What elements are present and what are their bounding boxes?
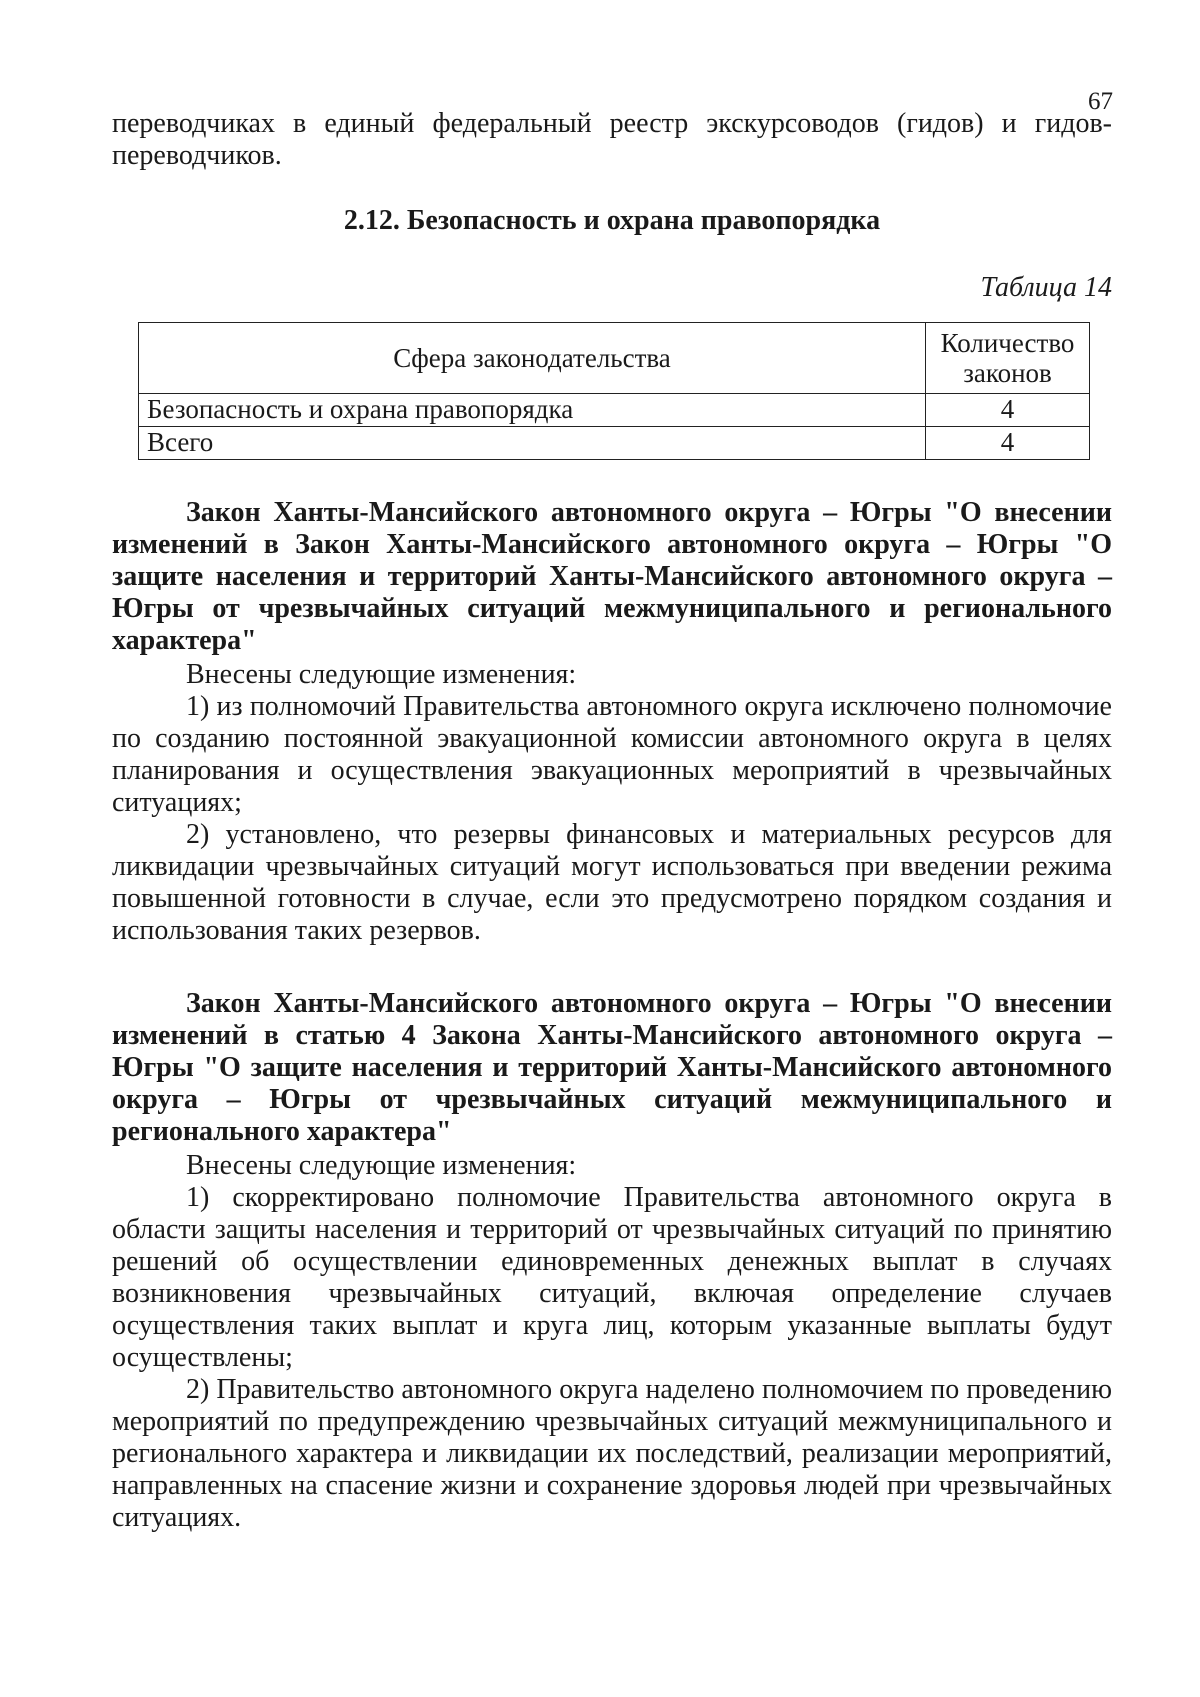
page-number: 67	[1088, 88, 1113, 115]
section-heading: 2.12. Безопасность и охрана правопорядка	[343, 205, 881, 236]
table-header-row	[139, 323, 1090, 394]
table-row	[139, 394, 1090, 427]
law-item: 1) скорректировано полномочие Правительства автономного округа в области защиты населения и территорий от чрезвычайных ситуаций по принятию решений об осуществлении единовременных денежных выплат в случаях возникновения чрезвычайных ситуаций, включая определение случаев осуществления таких выплат и круга лиц, которым указанные выплаты будут осуществлены;	[112, 1182, 1112, 1373]
cell-count: 4	[926, 394, 1090, 427]
header-sphere: Сфера законодательства	[139, 323, 926, 394]
law-item: 2) установлено, что резервы финансовых и материальных ресурсов для ликвидации чрезвычайных ситуаций могут использоваться при введении режима повышенной готовности в случае, если это предусмотрено порядком создания и использования таких резервов.	[112, 819, 1112, 946]
law-intro: Внесены следующие изменения:	[186, 1150, 577, 1181]
law-item: 2) Правительство автономного округа наделено полномочием по проведению мероприятий по предупреждению чрезвычайных ситуаций межмуниципального и регионального характера и ликвидации их последствий, реализации мероприятий, направленных на спасение жизни и сохранение здоровья людей при чрезвычайных ситуациях.	[112, 1374, 1112, 1533]
table-caption: Таблица 14	[980, 272, 1112, 303]
law-title: Закон Ханты-Мансийского автономного округа – Югры "О внесении изменений в Закон Ханты-Мансийского автономного округа – Югры "О защите населения и территорий Ханты-Мансийского автономного округа – Югры от чрезвычайных ситуаций межмуниципального и регионального характера"	[112, 497, 1112, 656]
law-block-1	[112, 497, 1112, 947]
header-count: Количество законов	[926, 323, 1090, 394]
cell-sphere: Безопасность и охрана правопорядка	[139, 394, 926, 427]
law-intro: Внесены следующие изменения:	[186, 659, 577, 690]
law-item: 1) из полномочий Правительства автономного округа исключено полномочие по созданию постоянной эвакуационной комиссии автономного округа в целях планирования и осуществления эвакуационных мероприятий в чрезвычайных ситуациях;	[112, 691, 1112, 818]
legislation-table	[138, 322, 1090, 460]
law-title: Закон Ханты-Мансийского автономного округа – Югры "О внесении изменений в статью 4 Закона Ханты-Мансийского автономного округа – Югры "О защите населения и территорий Ханты-Мансийского автономного округа – Югры от чрезвычайных ситуаций межмуниципального и регионального характера"	[112, 988, 1112, 1147]
table-row-total	[139, 427, 1090, 460]
law-block-2	[112, 988, 1112, 1534]
cell-sphere-total: Всего	[139, 427, 926, 460]
intro-paragraph: переводчиках в единый федеральный реестр экскурсоводов (гидов) и гидов-переводчиков.	[112, 108, 1112, 171]
cell-count-total: 4	[926, 427, 1090, 460]
